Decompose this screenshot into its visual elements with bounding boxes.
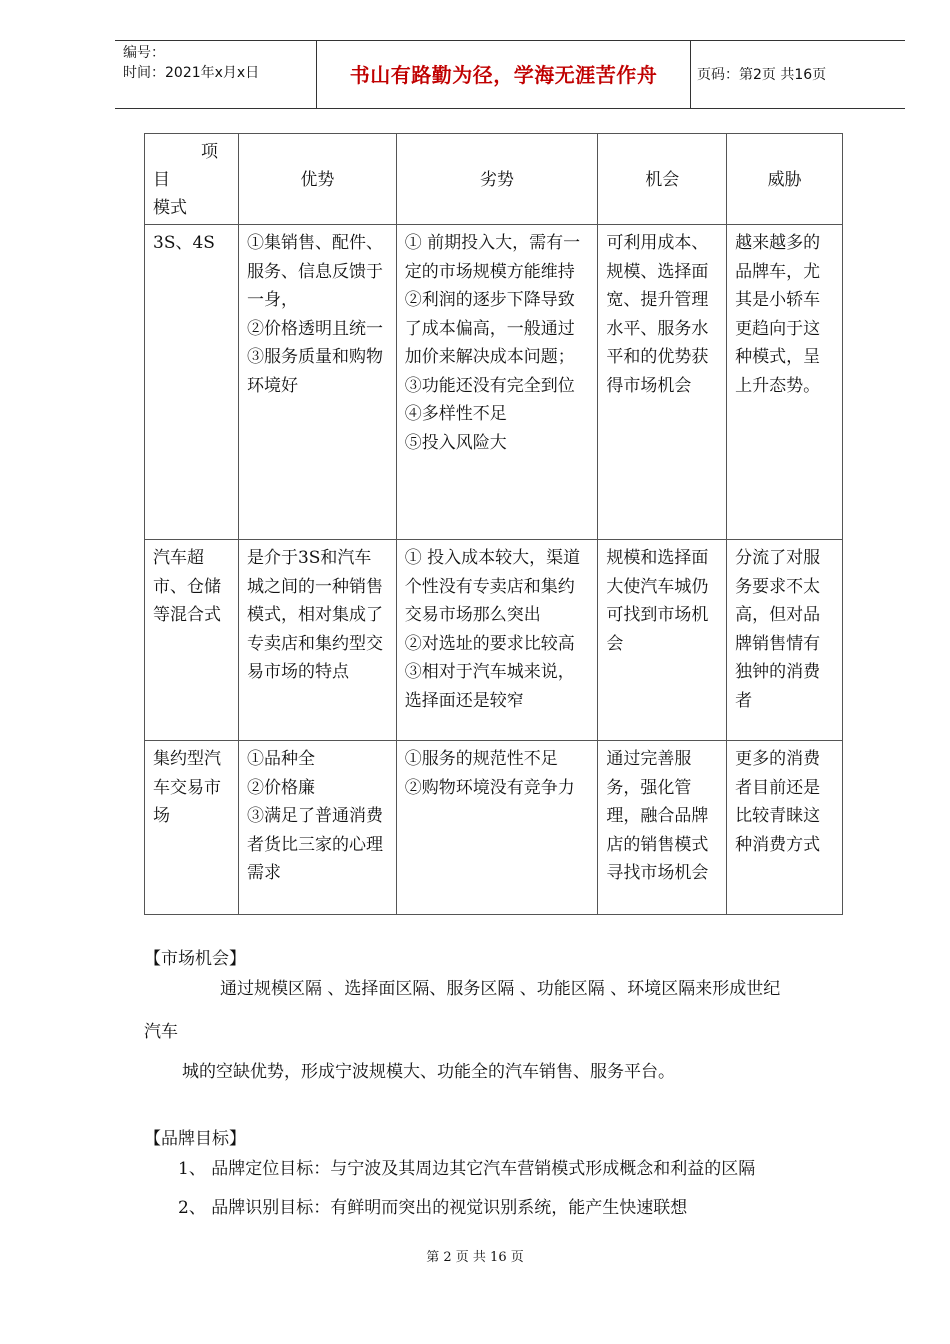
swot-table bbox=[144, 133, 843, 915]
strengths-cell: 是介于3S和汽车城之间的一种销售模式，相对集成了专卖店和集约型交易市场的特点 bbox=[238, 540, 396, 741]
opportunities-cell: 规模和选择面大使汽车城仍可找到市场机会 bbox=[598, 540, 727, 741]
opportunities-cell: 通过完善服务，强化管理，融合品牌店的销售模式寻找市场机会 bbox=[598, 741, 727, 915]
market-paragraph-line: 城的空缺优势，形成宁波规模大、功能全的汽车销售、服务平台。 bbox=[182, 1062, 675, 1082]
column-header-weaknesses: 劣势 bbox=[396, 134, 598, 225]
opportunities-cell: 可利用成本、规模、选择面宽、提升管理水平、服务水平和的优势获得市场机会 bbox=[598, 225, 727, 540]
page-header bbox=[115, 40, 905, 109]
cell-line: ②利润的逐步下降导致了成本偏高，一般通过加价来解决成本问题； bbox=[404, 290, 575, 367]
serial-label: 编号： bbox=[123, 45, 165, 61]
cell-line: ②价格透明且统一 bbox=[246, 318, 383, 339]
table-row bbox=[145, 225, 843, 540]
cell-line: ③功能还没有完全到位 bbox=[404, 375, 575, 396]
table-row bbox=[145, 540, 843, 741]
cell-line: ①服务的规范性不足 bbox=[404, 749, 558, 769]
page-footer: 第 2 页 共 16 页 bbox=[426, 1250, 524, 1265]
mode-cell: 3S、4S bbox=[145, 225, 239, 540]
time-label: 时间：2021年x月x日 bbox=[123, 65, 260, 81]
header-divider bbox=[690, 41, 691, 108]
table-row bbox=[145, 741, 843, 915]
market-paragraph-line: 通过规模区隔 、选择面区隔、服务区隔 、功能区隔 、环境区隔来形成世纪 bbox=[220, 979, 781, 999]
header-page-info: 页码：第2页 共16页 bbox=[697, 67, 827, 83]
header-motto: 书山有路勤为径，学海无涯苦作舟 bbox=[349, 63, 658, 87]
strengths-cell bbox=[238, 225, 396, 540]
cell-line: ②对选址的要求比较高③相对于汽车城来说，选择面还是较窄 bbox=[404, 633, 575, 711]
column-header-strengths: 优势 bbox=[238, 134, 396, 225]
weaknesses-cell bbox=[396, 225, 598, 540]
cell-line: ②购物环境没有竞争力 bbox=[404, 777, 575, 798]
header-meta bbox=[123, 43, 259, 83]
threats-cell: 分流了对服务要求不太高，但对品牌销售情有独钟的消费者 bbox=[727, 540, 843, 741]
cell-line: ① 投入成本较大，渠道个性没有专卖店和集约交易市场那么突出 bbox=[404, 548, 581, 625]
cell-line: ②价格廉 bbox=[246, 777, 315, 798]
cell-line: ①集销售、配件、服务、信息反馈于一身， bbox=[246, 233, 383, 310]
cell-line: ③满足了普通消费者货比三家的心理需求 bbox=[246, 806, 383, 883]
market-heading: 【市场机会】 bbox=[144, 949, 246, 969]
mode-cell: 集约型汽车交易市场 bbox=[145, 741, 239, 915]
cell-line: ③服务质量和购物环境好 bbox=[246, 347, 383, 396]
cell-line: ①品种全 bbox=[246, 749, 315, 769]
corner-label: 模式 bbox=[153, 198, 187, 218]
threats-cell: 更多的消费者目前还是比较青睐这种消费方式 bbox=[727, 741, 843, 915]
column-header-opportunities: 机会 bbox=[598, 134, 727, 225]
brand-goal-item: 2、 品牌识别目标：有鲜明而突出的视觉识别系统，能产生快速联想 bbox=[178, 1198, 688, 1218]
market-paragraph-line: 汽车 bbox=[144, 1022, 178, 1042]
brand-goal-item: 1、 品牌定位目标：与宁波及其周边其它汽车营销模式形成概念和利益的区隔 bbox=[178, 1159, 756, 1179]
cell-line: ① 前期投入大，需有一定的市场规模方能维持 bbox=[404, 233, 581, 282]
cell-line: ⑤投入风险大 bbox=[404, 432, 507, 453]
corner-label: 目 bbox=[153, 170, 170, 190]
column-header-threats: 威胁 bbox=[727, 134, 843, 225]
strengths-cell bbox=[238, 741, 396, 915]
weaknesses-cell bbox=[396, 540, 598, 741]
mode-cell: 汽车超市、仓储等混合式 bbox=[145, 540, 239, 741]
table-header-row bbox=[145, 134, 843, 225]
weaknesses-cell bbox=[396, 741, 598, 915]
brand-heading: 【品牌目标】 bbox=[144, 1129, 246, 1149]
corner-header-cell bbox=[145, 134, 239, 225]
corner-label: 项 bbox=[201, 142, 218, 162]
cell-line: ④多样性不足 bbox=[404, 404, 507, 424]
threats-cell: 越来越多的品牌车，尤其是小轿车更趋向于这种模式，呈上升态势。 bbox=[727, 225, 843, 540]
